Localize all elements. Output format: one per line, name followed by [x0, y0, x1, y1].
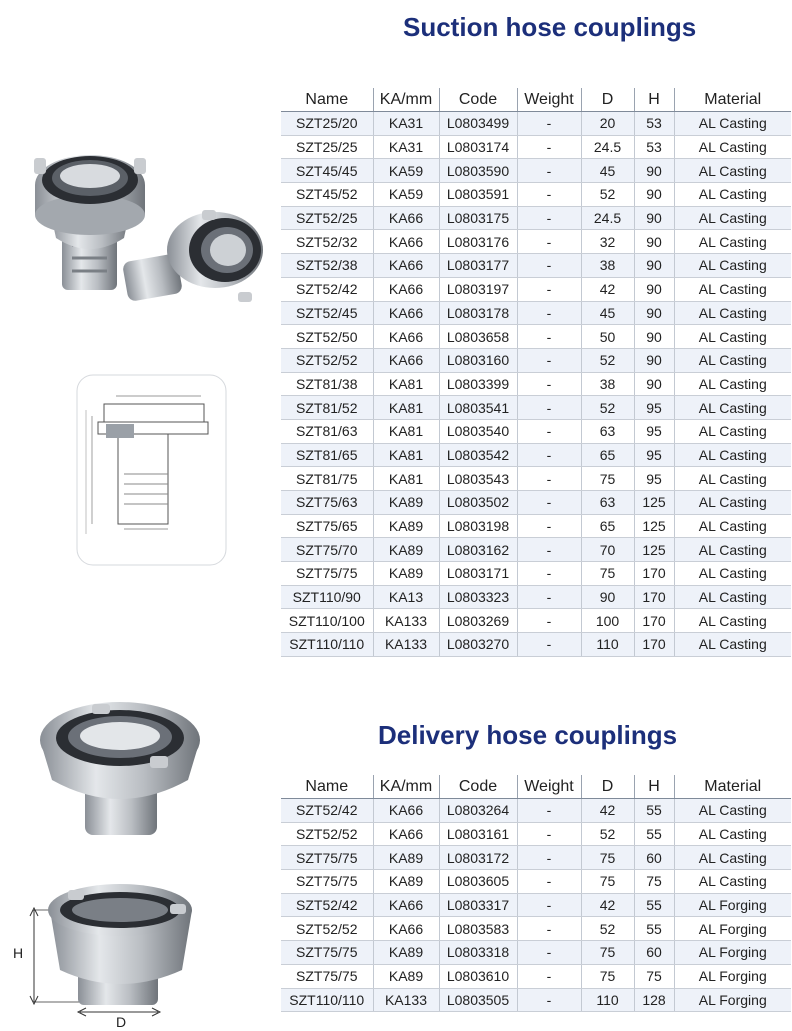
cell-name: SZT75/75 [281, 941, 373, 965]
cell-code: L0803399 [439, 372, 517, 396]
cell-name: SZT75/75 [281, 870, 373, 894]
cell-material: AL Casting [674, 443, 791, 467]
height-label: H [13, 945, 24, 961]
cell-h: 125 [634, 514, 674, 538]
cell-material: AL Casting [674, 135, 791, 159]
cell-material: AL Forging [674, 964, 791, 988]
cell-name: SZT52/38 [281, 254, 373, 278]
table-row [281, 846, 791, 870]
cell-weight: - [517, 491, 581, 515]
cell-h: 55 [634, 893, 674, 917]
cell-material: AL Casting [674, 159, 791, 183]
cell-weight: - [517, 372, 581, 396]
table-row [281, 301, 791, 325]
cell-ka: KA66 [373, 822, 439, 846]
cell-ka: KA89 [373, 514, 439, 538]
cell-h: 95 [634, 443, 674, 467]
cell-d: 52 [581, 917, 634, 941]
col-ka: KA/mm [373, 88, 439, 112]
cell-ka: KA81 [373, 396, 439, 420]
col-ka: KA/mm [373, 775, 439, 799]
cell-d: 52 [581, 348, 634, 372]
cell-code: L0803161 [439, 822, 517, 846]
cell-weight: - [517, 112, 581, 136]
cell-material: AL Casting [674, 277, 791, 301]
cell-code: L0803583 [439, 917, 517, 941]
cell-name: SZT25/25 [281, 135, 373, 159]
cell-code: L0803505 [439, 988, 517, 1012]
cell-name: SZT75/75 [281, 846, 373, 870]
cell-weight: - [517, 562, 581, 586]
cell-d: 110 [581, 988, 634, 1012]
cell-d: 75 [581, 870, 634, 894]
cell-weight: - [517, 514, 581, 538]
table-row [281, 396, 791, 420]
cell-ka: KA31 [373, 135, 439, 159]
cell-material: AL Casting [674, 467, 791, 491]
cell-code: L0803171 [439, 562, 517, 586]
cell-h: 53 [634, 135, 674, 159]
table-row [281, 633, 791, 657]
cell-code: L0803540 [439, 419, 517, 443]
suction-table [281, 88, 791, 657]
cell-weight: - [517, 183, 581, 207]
cell-code: L0803175 [439, 206, 517, 230]
cell-name: SZT52/52 [281, 348, 373, 372]
cell-weight: - [517, 538, 581, 562]
cell-d: 42 [581, 799, 634, 823]
cell-material: AL Casting [674, 396, 791, 420]
delivery-dimension-photo [20, 880, 210, 1028]
cell-name: SZT81/75 [281, 467, 373, 491]
table-row [281, 822, 791, 846]
table-row [281, 159, 791, 183]
cell-ka: KA66 [373, 230, 439, 254]
cell-d: 32 [581, 230, 634, 254]
cell-name: SZT110/90 [281, 585, 373, 609]
cell-h: 125 [634, 538, 674, 562]
cell-code: L0803162 [439, 538, 517, 562]
cell-weight: - [517, 633, 581, 657]
col-weight: Weight [517, 775, 581, 799]
cell-name: SZT110/110 [281, 988, 373, 1012]
table-row [281, 112, 791, 136]
cell-d: 42 [581, 893, 634, 917]
cell-d: 75 [581, 964, 634, 988]
col-d: D [581, 775, 634, 799]
cell-name: SZT52/25 [281, 206, 373, 230]
cell-code: L0803270 [439, 633, 517, 657]
cell-name: SZT52/42 [281, 799, 373, 823]
cell-material: AL Casting [674, 633, 791, 657]
cell-weight: - [517, 254, 581, 278]
cell-d: 110 [581, 633, 634, 657]
table-row [281, 183, 791, 207]
cell-material: AL Casting [674, 419, 791, 443]
cell-weight: - [517, 799, 581, 823]
cell-weight: - [517, 870, 581, 894]
cell-material: AL Casting [674, 254, 791, 278]
cell-weight: - [517, 467, 581, 491]
cell-name: SZT75/63 [281, 491, 373, 515]
cell-h: 55 [634, 799, 674, 823]
cell-h: 53 [634, 112, 674, 136]
cell-h: 75 [634, 964, 674, 988]
table-row [281, 988, 791, 1012]
table-row [281, 443, 791, 467]
cell-material: AL Casting [674, 301, 791, 325]
cell-h: 95 [634, 467, 674, 491]
cell-d: 52 [581, 396, 634, 420]
cell-code: L0803499 [439, 112, 517, 136]
cell-ka: KA66 [373, 325, 439, 349]
cell-name: SZT52/42 [281, 893, 373, 917]
col-h: H [634, 88, 674, 112]
cell-code: L0803176 [439, 230, 517, 254]
cell-weight: - [517, 893, 581, 917]
cell-weight: - [517, 917, 581, 941]
delivery-table [281, 775, 791, 1012]
table-row [281, 230, 791, 254]
cell-code: L0803198 [439, 514, 517, 538]
cell-material: AL Casting [674, 183, 791, 207]
cell-ka: KA66 [373, 348, 439, 372]
cell-d: 52 [581, 822, 634, 846]
cell-name: SZT75/70 [281, 538, 373, 562]
cell-name: SZT75/75 [281, 562, 373, 586]
col-code: Code [439, 88, 517, 112]
cell-h: 90 [634, 230, 674, 254]
table-row [281, 277, 791, 301]
table-row [281, 917, 791, 941]
cell-material: AL Casting [674, 514, 791, 538]
cell-material: AL Forging [674, 893, 791, 917]
cell-d: 38 [581, 254, 634, 278]
cell-code: L0803318 [439, 941, 517, 965]
cell-h: 95 [634, 396, 674, 420]
cell-ka: KA89 [373, 941, 439, 965]
cell-code: L0803269 [439, 609, 517, 633]
table-row [281, 562, 791, 586]
table-row [281, 348, 791, 372]
cell-material: AL Forging [674, 988, 791, 1012]
cell-weight: - [517, 419, 581, 443]
table-row [281, 491, 791, 515]
col-material: Material [674, 775, 791, 799]
cell-ka: KA66 [373, 301, 439, 325]
cell-weight: - [517, 348, 581, 372]
cell-name: SZT52/45 [281, 301, 373, 325]
cell-d: 45 [581, 159, 634, 183]
suction-header-row [281, 88, 791, 112]
cell-d: 63 [581, 491, 634, 515]
cell-h: 90 [634, 372, 674, 396]
col-name: Name [281, 775, 373, 799]
cell-ka: KA31 [373, 112, 439, 136]
suction-title: Suction hose couplings [403, 12, 697, 42]
cell-ka: KA89 [373, 964, 439, 988]
cell-d: 65 [581, 443, 634, 467]
cell-d: 75 [581, 846, 634, 870]
cell-d: 24.5 [581, 206, 634, 230]
cell-weight: - [517, 396, 581, 420]
delivery-title: Delivery hose couplings [378, 720, 678, 750]
cell-d: 75 [581, 467, 634, 491]
cell-ka: KA66 [373, 254, 439, 278]
cell-code: L0803543 [439, 467, 517, 491]
cell-d: 63 [581, 419, 634, 443]
cell-material: AL Casting [674, 325, 791, 349]
cell-d: 20 [581, 112, 634, 136]
cell-code: L0803264 [439, 799, 517, 823]
cell-weight: - [517, 988, 581, 1012]
cell-h: 170 [634, 585, 674, 609]
table-row [281, 799, 791, 823]
cell-h: 90 [634, 301, 674, 325]
cell-ka: KA66 [373, 277, 439, 301]
cell-material: AL Casting [674, 230, 791, 254]
cell-name: SZT110/110 [281, 633, 373, 657]
cell-material: AL Casting [674, 562, 791, 586]
cell-material: AL Casting [674, 206, 791, 230]
cell-ka: KA13 [373, 585, 439, 609]
cell-ka: KA66 [373, 917, 439, 941]
cell-name: SZT52/32 [281, 230, 373, 254]
cell-name: SZT52/52 [281, 917, 373, 941]
cell-h: 128 [634, 988, 674, 1012]
cell-code: L0803197 [439, 277, 517, 301]
cell-name: SZT81/38 [281, 372, 373, 396]
table-row [281, 870, 791, 894]
cell-material: AL Casting [674, 538, 791, 562]
cell-material: AL Casting [674, 799, 791, 823]
cell-h: 60 [634, 941, 674, 965]
cell-h: 55 [634, 822, 674, 846]
cell-code: L0803502 [439, 491, 517, 515]
cell-name: SZT110/100 [281, 609, 373, 633]
cell-d: 75 [581, 941, 634, 965]
cell-weight: - [517, 609, 581, 633]
cell-ka: KA89 [373, 870, 439, 894]
cell-ka: KA133 [373, 988, 439, 1012]
cell-weight: - [517, 325, 581, 349]
cell-name: SZT81/52 [281, 396, 373, 420]
cell-code: L0803658 [439, 325, 517, 349]
table-row [281, 514, 791, 538]
table-row [281, 538, 791, 562]
cell-material: AL Casting [674, 846, 791, 870]
cell-name: SZT45/52 [281, 183, 373, 207]
cell-weight: - [517, 941, 581, 965]
suction-coupling-photo [20, 140, 280, 315]
table-row [281, 206, 791, 230]
cell-h: 90 [634, 277, 674, 301]
cell-material: AL Casting [674, 112, 791, 136]
cell-h: 90 [634, 159, 674, 183]
cell-weight: - [517, 822, 581, 846]
cell-h: 90 [634, 325, 674, 349]
cell-code: L0803323 [439, 585, 517, 609]
cell-code: L0803177 [439, 254, 517, 278]
cell-h: 170 [634, 633, 674, 657]
cell-d: 65 [581, 514, 634, 538]
cell-ka: KA59 [373, 159, 439, 183]
col-d: D [581, 88, 634, 112]
cell-h: 95 [634, 419, 674, 443]
cell-name: SZT52/42 [281, 277, 373, 301]
cell-code: L0803541 [439, 396, 517, 420]
cell-h: 90 [634, 254, 674, 278]
cell-weight: - [517, 206, 581, 230]
cell-h: 55 [634, 917, 674, 941]
table-row [281, 585, 791, 609]
cell-d: 100 [581, 609, 634, 633]
cell-d: 45 [581, 301, 634, 325]
table-row [281, 325, 791, 349]
cell-h: 90 [634, 206, 674, 230]
cell-h: 125 [634, 491, 674, 515]
cell-h: 75 [634, 870, 674, 894]
cell-material: AL Casting [674, 491, 791, 515]
col-weight: Weight [517, 88, 581, 112]
cell-h: 60 [634, 846, 674, 870]
col-h: H [634, 775, 674, 799]
cell-h: 90 [634, 183, 674, 207]
cell-code: L0803542 [439, 443, 517, 467]
cell-weight: - [517, 230, 581, 254]
cell-code: L0803172 [439, 846, 517, 870]
cell-weight: - [517, 443, 581, 467]
cell-weight: - [517, 277, 581, 301]
cell-name: SZT81/63 [281, 419, 373, 443]
cell-weight: - [517, 301, 581, 325]
cell-ka: KA81 [373, 419, 439, 443]
cell-d: 70 [581, 538, 634, 562]
cell-ka: KA89 [373, 491, 439, 515]
cell-h: 170 [634, 562, 674, 586]
cell-d: 52 [581, 183, 634, 207]
cell-weight: - [517, 846, 581, 870]
cell-h: 170 [634, 609, 674, 633]
cell-code: L0803610 [439, 964, 517, 988]
col-name: Name [281, 88, 373, 112]
cell-ka: KA133 [373, 633, 439, 657]
cell-ka: KA89 [373, 538, 439, 562]
cell-name: SZT75/75 [281, 964, 373, 988]
cell-code: L0803317 [439, 893, 517, 917]
col-code: Code [439, 775, 517, 799]
cell-ka: KA66 [373, 893, 439, 917]
suction-coupling-drawing [76, 374, 227, 566]
cell-d: 42 [581, 277, 634, 301]
cell-name: SZT75/65 [281, 514, 373, 538]
cell-code: L0803178 [439, 301, 517, 325]
cell-code: L0803590 [439, 159, 517, 183]
cell-material: AL Casting [674, 822, 791, 846]
cell-material: AL Casting [674, 609, 791, 633]
table-row [281, 372, 791, 396]
cell-name: SZT52/50 [281, 325, 373, 349]
cell-material: AL Forging [674, 941, 791, 965]
cell-weight: - [517, 135, 581, 159]
cell-ka: KA66 [373, 799, 439, 823]
cell-code: L0803591 [439, 183, 517, 207]
cell-h: 90 [634, 348, 674, 372]
cell-d: 38 [581, 372, 634, 396]
delivery-header-row [281, 775, 791, 799]
cell-material: AL Casting [674, 348, 791, 372]
cell-ka: KA81 [373, 443, 439, 467]
cell-ka: KA66 [373, 206, 439, 230]
cell-code: L0803174 [439, 135, 517, 159]
cell-name: SZT81/65 [281, 443, 373, 467]
cell-ka: KA89 [373, 846, 439, 870]
col-material: Material [674, 88, 791, 112]
cell-ka: KA59 [373, 183, 439, 207]
cell-material: AL Casting [674, 870, 791, 894]
diameter-label: D [116, 1014, 127, 1030]
delivery-coupling-photo [30, 700, 205, 845]
cell-name: SZT52/52 [281, 822, 373, 846]
table-row [281, 893, 791, 917]
table-row [281, 467, 791, 491]
cell-weight: - [517, 585, 581, 609]
table-row [281, 135, 791, 159]
cell-weight: - [517, 159, 581, 183]
cell-d: 50 [581, 325, 634, 349]
cell-d: 90 [581, 585, 634, 609]
cell-name: SZT45/45 [281, 159, 373, 183]
table-row [281, 419, 791, 443]
cell-ka: KA89 [373, 562, 439, 586]
table-row [281, 941, 791, 965]
cell-d: 75 [581, 562, 634, 586]
cell-d: 24.5 [581, 135, 634, 159]
table-row [281, 964, 791, 988]
cell-weight: - [517, 964, 581, 988]
cell-code: L0803160 [439, 348, 517, 372]
table-row [281, 254, 791, 278]
cell-name: SZT25/20 [281, 112, 373, 136]
cell-ka: KA133 [373, 609, 439, 633]
cell-material: AL Forging [674, 917, 791, 941]
cell-material: AL Casting [674, 372, 791, 396]
cell-code: L0803605 [439, 870, 517, 894]
cell-ka: KA81 [373, 372, 439, 396]
cell-material: AL Casting [674, 585, 791, 609]
cell-ka: KA81 [373, 467, 439, 491]
table-row [281, 609, 791, 633]
